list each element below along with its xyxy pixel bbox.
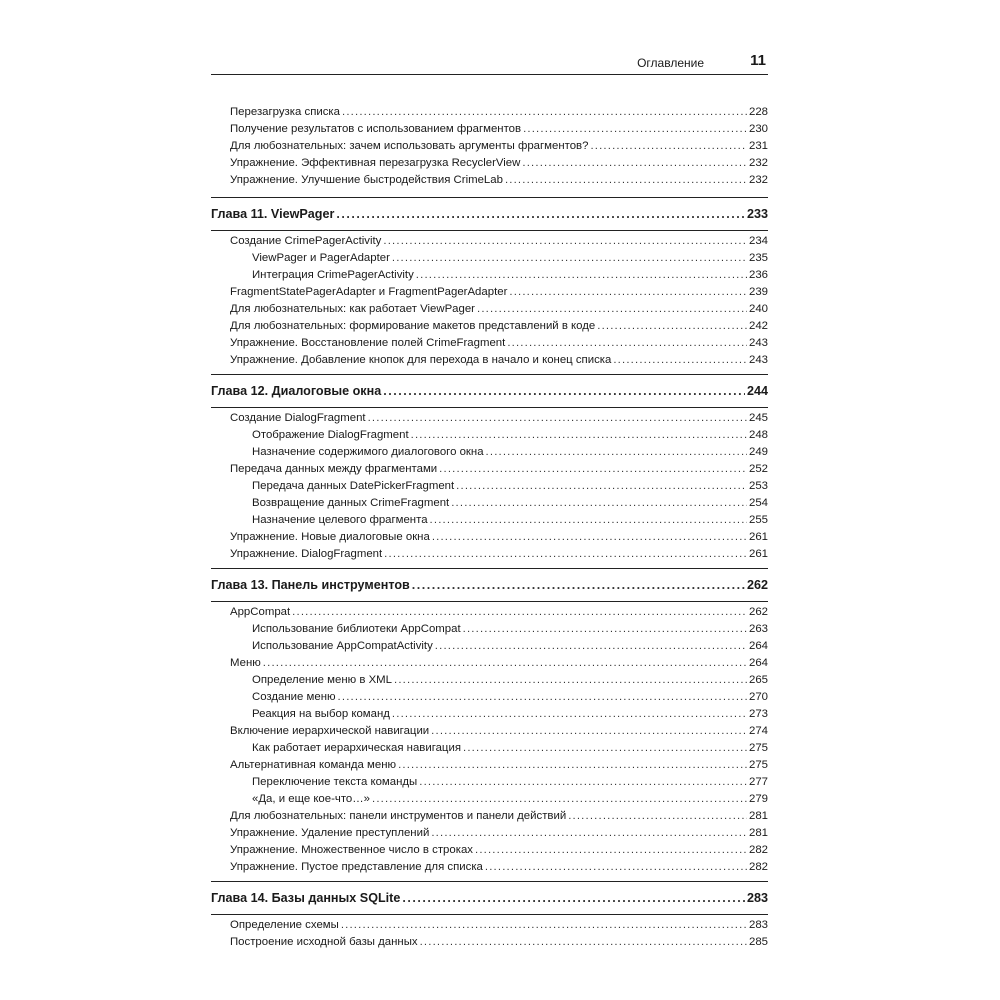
dot-leader <box>341 917 747 934</box>
toc-entry-page: 234 <box>748 235 768 247</box>
dot-leader <box>392 250 747 267</box>
toc-entry-title: Как работает иерархическая навигация <box>252 742 461 754</box>
toc-entry-page: 248 <box>748 429 768 441</box>
toc-entry-page: 279 <box>748 793 768 805</box>
toc-section-entry <box>211 917 768 934</box>
toc-subsection-entry <box>211 621 768 638</box>
dot-leader <box>292 604 747 621</box>
dot-leader <box>430 512 747 529</box>
toc-section-entry <box>211 655 768 672</box>
dot-leader <box>383 233 747 250</box>
page-header <box>211 52 768 74</box>
toc-entry-page: 239 <box>748 286 768 298</box>
toc-section-entry <box>211 825 768 842</box>
toc-section-entry <box>211 410 768 427</box>
toc-entry-title: Назначение содержимого диалогового окна <box>252 446 484 458</box>
toc-subsection-entry <box>211 689 768 706</box>
toc-entry-page: 264 <box>748 640 768 652</box>
toc-entry-title: Назначение целевого фрагмента <box>252 514 428 526</box>
toc-entry-page: 283 <box>746 891 768 905</box>
toc-entry-page: 265 <box>748 674 768 686</box>
toc-subsection-entry <box>211 791 768 808</box>
toc-entry-page: 236 <box>748 269 768 281</box>
toc-entry-title: Переключение текста команды <box>252 776 418 788</box>
toc-section-entry <box>211 352 768 369</box>
toc-entry-page: 274 <box>748 725 768 737</box>
toc-subsection-entry <box>211 250 768 267</box>
toc-entry-title: Для любознательных: как работает ViewPager <box>230 303 475 315</box>
toc-entry-page: 242 <box>748 320 768 332</box>
toc-section-entry <box>211 301 768 318</box>
toc-entry-page: 235 <box>748 252 768 264</box>
dot-leader <box>419 774 747 791</box>
toc-section-entry <box>211 859 768 876</box>
toc-subsection-entry <box>211 706 768 723</box>
toc-entry-page: 281 <box>748 827 768 839</box>
toc-section-entry <box>211 104 768 121</box>
toc-entry-title: Для любознательных: зачем использовать аргументы фрагментов? <box>230 140 589 152</box>
toc-subsection-entry <box>211 638 768 655</box>
toc-entry-page: 261 <box>748 531 768 543</box>
dot-leader <box>522 155 747 172</box>
toc-section-entry <box>211 138 768 155</box>
toc-section-entry <box>211 318 768 335</box>
toc-subsection-entry <box>211 512 768 529</box>
toc-entry-title: Использование библиотеки AppCompat <box>252 623 461 635</box>
toc-entry-page: 240 <box>748 303 768 315</box>
dot-leader <box>475 842 747 859</box>
toc-entry-title: Получение результатов с использованием фрагментов <box>230 123 522 135</box>
dot-leader <box>613 352 747 369</box>
dot-leader <box>416 267 747 284</box>
table-of-contents <box>211 104 768 951</box>
toc-entry-title: Упражнение. DialogFragment <box>230 548 383 560</box>
toc-entry-title: Реакция на выбор команд <box>252 708 390 720</box>
dot-leader <box>338 689 747 706</box>
toc-subsection-entry <box>211 740 768 757</box>
toc-entry-title: «Да, и еще кое-что…» <box>252 793 370 805</box>
toc-entry-page: 243 <box>748 337 768 349</box>
toc-entry-title: Глава 13. Панель инструментов <box>211 578 410 592</box>
toc-entry-title: Упражнение. Удаление преступлений <box>230 827 430 839</box>
dot-leader <box>477 301 747 318</box>
toc-entry-page: 264 <box>748 657 768 669</box>
toc-entry-page: 232 <box>748 174 768 186</box>
dot-leader <box>456 478 747 495</box>
dot-leader <box>383 375 745 407</box>
toc-section-entry <box>211 155 768 172</box>
toc-entry-title: Упражнение. Эффективная перезагрузка RecyclerView <box>230 157 521 169</box>
toc-entry-page: 230 <box>748 123 768 135</box>
toc-entry-page: 283 <box>748 919 768 931</box>
dot-leader <box>402 882 745 914</box>
toc-section-entry <box>211 808 768 825</box>
toc-entry-title: Альтернативная команда меню <box>230 759 397 771</box>
dot-leader <box>568 808 747 825</box>
toc-entry-title: Перезагрузка списка <box>230 106 341 118</box>
toc-entry-page: 262 <box>746 578 768 592</box>
dot-leader <box>342 104 747 121</box>
toc-chapter-heading <box>211 374 768 408</box>
toc-entry-page: 261 <box>748 548 768 560</box>
toc-entry-page: 282 <box>748 861 768 873</box>
toc-entry-title: Использование AppCompatActivity <box>252 640 433 652</box>
toc-entry-title: Для любознательных: панели инструментов и панели действий <box>230 810 567 822</box>
toc-entry-page: 285 <box>748 936 768 948</box>
dot-leader <box>372 791 747 808</box>
toc-section-entry <box>211 842 768 859</box>
toc-entry-title: Создание DialogFragment <box>230 412 366 424</box>
toc-entry-title: Для любознательных: формирование макетов представлений в коде <box>230 320 596 332</box>
toc-chapter-heading <box>211 197 768 231</box>
dot-leader <box>394 672 747 689</box>
toc-entry-title: FragmentStatePagerAdapter и FragmentPagerAdapter <box>230 286 508 298</box>
toc-subsection-entry <box>211 427 768 444</box>
toc-entry-page: 228 <box>748 106 768 118</box>
toc-entry-page: 262 <box>748 606 768 618</box>
toc-entry-title: Меню <box>230 657 261 669</box>
dot-leader <box>368 410 747 427</box>
toc-entry-page: 231 <box>748 140 768 152</box>
toc-entry-title: Создание меню <box>252 691 336 703</box>
toc-entry-title: Глава 11. ViewPager <box>211 207 335 221</box>
toc-subsection-entry <box>211 478 768 495</box>
toc-entry-title: Возвращение данных CrimeFragment <box>252 497 450 509</box>
page-number: 11 <box>750 52 766 69</box>
toc-entry-title: Передача данных между фрагментами <box>230 463 438 475</box>
toc-section-entry <box>211 461 768 478</box>
toc-subsection-entry <box>211 774 768 791</box>
dot-leader <box>398 757 747 774</box>
dot-leader <box>431 825 747 842</box>
toc-entry-title: Упражнение. Множественное число в строках <box>230 844 473 856</box>
dot-leader <box>463 740 747 757</box>
toc-entry-page: 244 <box>746 384 768 398</box>
toc-entry-page: 273 <box>748 708 768 720</box>
toc-entry-title: Интеграция CrimePagerActivity <box>252 269 414 281</box>
toc-entry-page: 233 <box>746 207 768 221</box>
toc-entry-title: ViewPager и PagerAdapter <box>252 252 390 264</box>
toc-entry-page: 275 <box>748 759 768 771</box>
toc-entry-page: 277 <box>748 776 768 788</box>
toc-subsection-entry <box>211 672 768 689</box>
toc-section-entry <box>211 121 768 138</box>
toc-section-entry <box>211 604 768 621</box>
toc-entry-title: Упражнение. Пустое представление для списка <box>230 861 483 873</box>
dot-leader <box>392 706 747 723</box>
toc-entry-page: 263 <box>748 623 768 635</box>
dot-leader <box>411 427 747 444</box>
toc-section-entry <box>211 934 768 951</box>
toc-chapter-heading <box>211 568 768 602</box>
dot-leader <box>505 172 747 189</box>
dot-leader <box>336 198 745 230</box>
toc-entry-title: Упражнение. Улучшение быстродействия CrimeLab <box>230 174 503 186</box>
toc-entry-page: 275 <box>748 742 768 754</box>
toc-entry-title: Упражнение. Добавление кнопок для перехода в начало и конец списка <box>230 354 612 366</box>
toc-subsection-entry <box>211 444 768 461</box>
toc-entry-title: Упражнение. Новые диалоговые окна <box>230 531 430 543</box>
toc-section-entry <box>211 757 768 774</box>
dot-leader <box>412 569 745 601</box>
toc-entry-page: 249 <box>748 446 768 458</box>
toc-section-entry <box>211 723 768 740</box>
dot-leader <box>451 495 747 512</box>
toc-entry-title: Создание CrimePagerActivity <box>230 235 382 247</box>
dot-leader <box>463 621 747 638</box>
toc-entry-title: Построение исходной базы данных <box>230 936 418 948</box>
toc-entry-page: 253 <box>748 480 768 492</box>
toc-section-entry <box>211 529 768 546</box>
toc-entry-page: 270 <box>748 691 768 703</box>
toc-entry-page: 243 <box>748 354 768 366</box>
dot-leader <box>486 444 747 461</box>
toc-entry-page: 281 <box>748 810 768 822</box>
toc-entry-page: 232 <box>748 157 768 169</box>
running-section-title: Оглавление <box>637 56 704 70</box>
toc-entry-title: Глава 14. Базы данных SQLite <box>211 891 401 905</box>
dot-leader <box>485 859 747 876</box>
dot-leader <box>432 529 747 546</box>
toc-entry-title: Определение меню в XML <box>252 674 392 686</box>
toc-entry-title: Отображение DialogFragment <box>252 429 409 441</box>
toc-entry-title: Глава 12. Диалоговые окна <box>211 384 382 398</box>
toc-section-entry <box>211 172 768 189</box>
toc-entry-page: 254 <box>748 497 768 509</box>
toc-entry-page: 245 <box>748 412 768 424</box>
toc-section-entry <box>211 284 768 301</box>
toc-entry-title: Определение схемы <box>230 919 339 931</box>
toc-subsection-entry <box>211 495 768 512</box>
toc-section-entry <box>211 335 768 352</box>
dot-leader <box>597 318 747 335</box>
dot-leader <box>435 638 747 655</box>
toc-entry-title: Передача данных DatePickerFragment <box>252 480 455 492</box>
toc-entry-title: AppCompat <box>230 606 291 618</box>
dot-leader <box>263 655 747 672</box>
toc-entry-title: Включение иерархической навигации <box>230 725 430 737</box>
toc-entry-page: 282 <box>748 844 768 856</box>
dot-leader <box>523 121 747 138</box>
toc-chapter-heading <box>211 881 768 915</box>
dot-leader <box>507 335 747 352</box>
toc-subsection-entry <box>211 267 768 284</box>
header-rule <box>211 74 768 75</box>
toc-entry-page: 252 <box>748 463 768 475</box>
dot-leader <box>420 934 747 951</box>
dot-leader <box>384 546 747 563</box>
dot-leader <box>439 461 747 478</box>
toc-section-entry <box>211 233 768 250</box>
toc-entry-page: 255 <box>748 514 768 526</box>
toc-section-entry <box>211 546 768 563</box>
dot-leader <box>431 723 747 740</box>
dot-leader <box>590 138 747 155</box>
dot-leader <box>509 284 747 301</box>
toc-entry-title: Упражнение. Восстановление полей CrimeFragment <box>230 337 506 349</box>
